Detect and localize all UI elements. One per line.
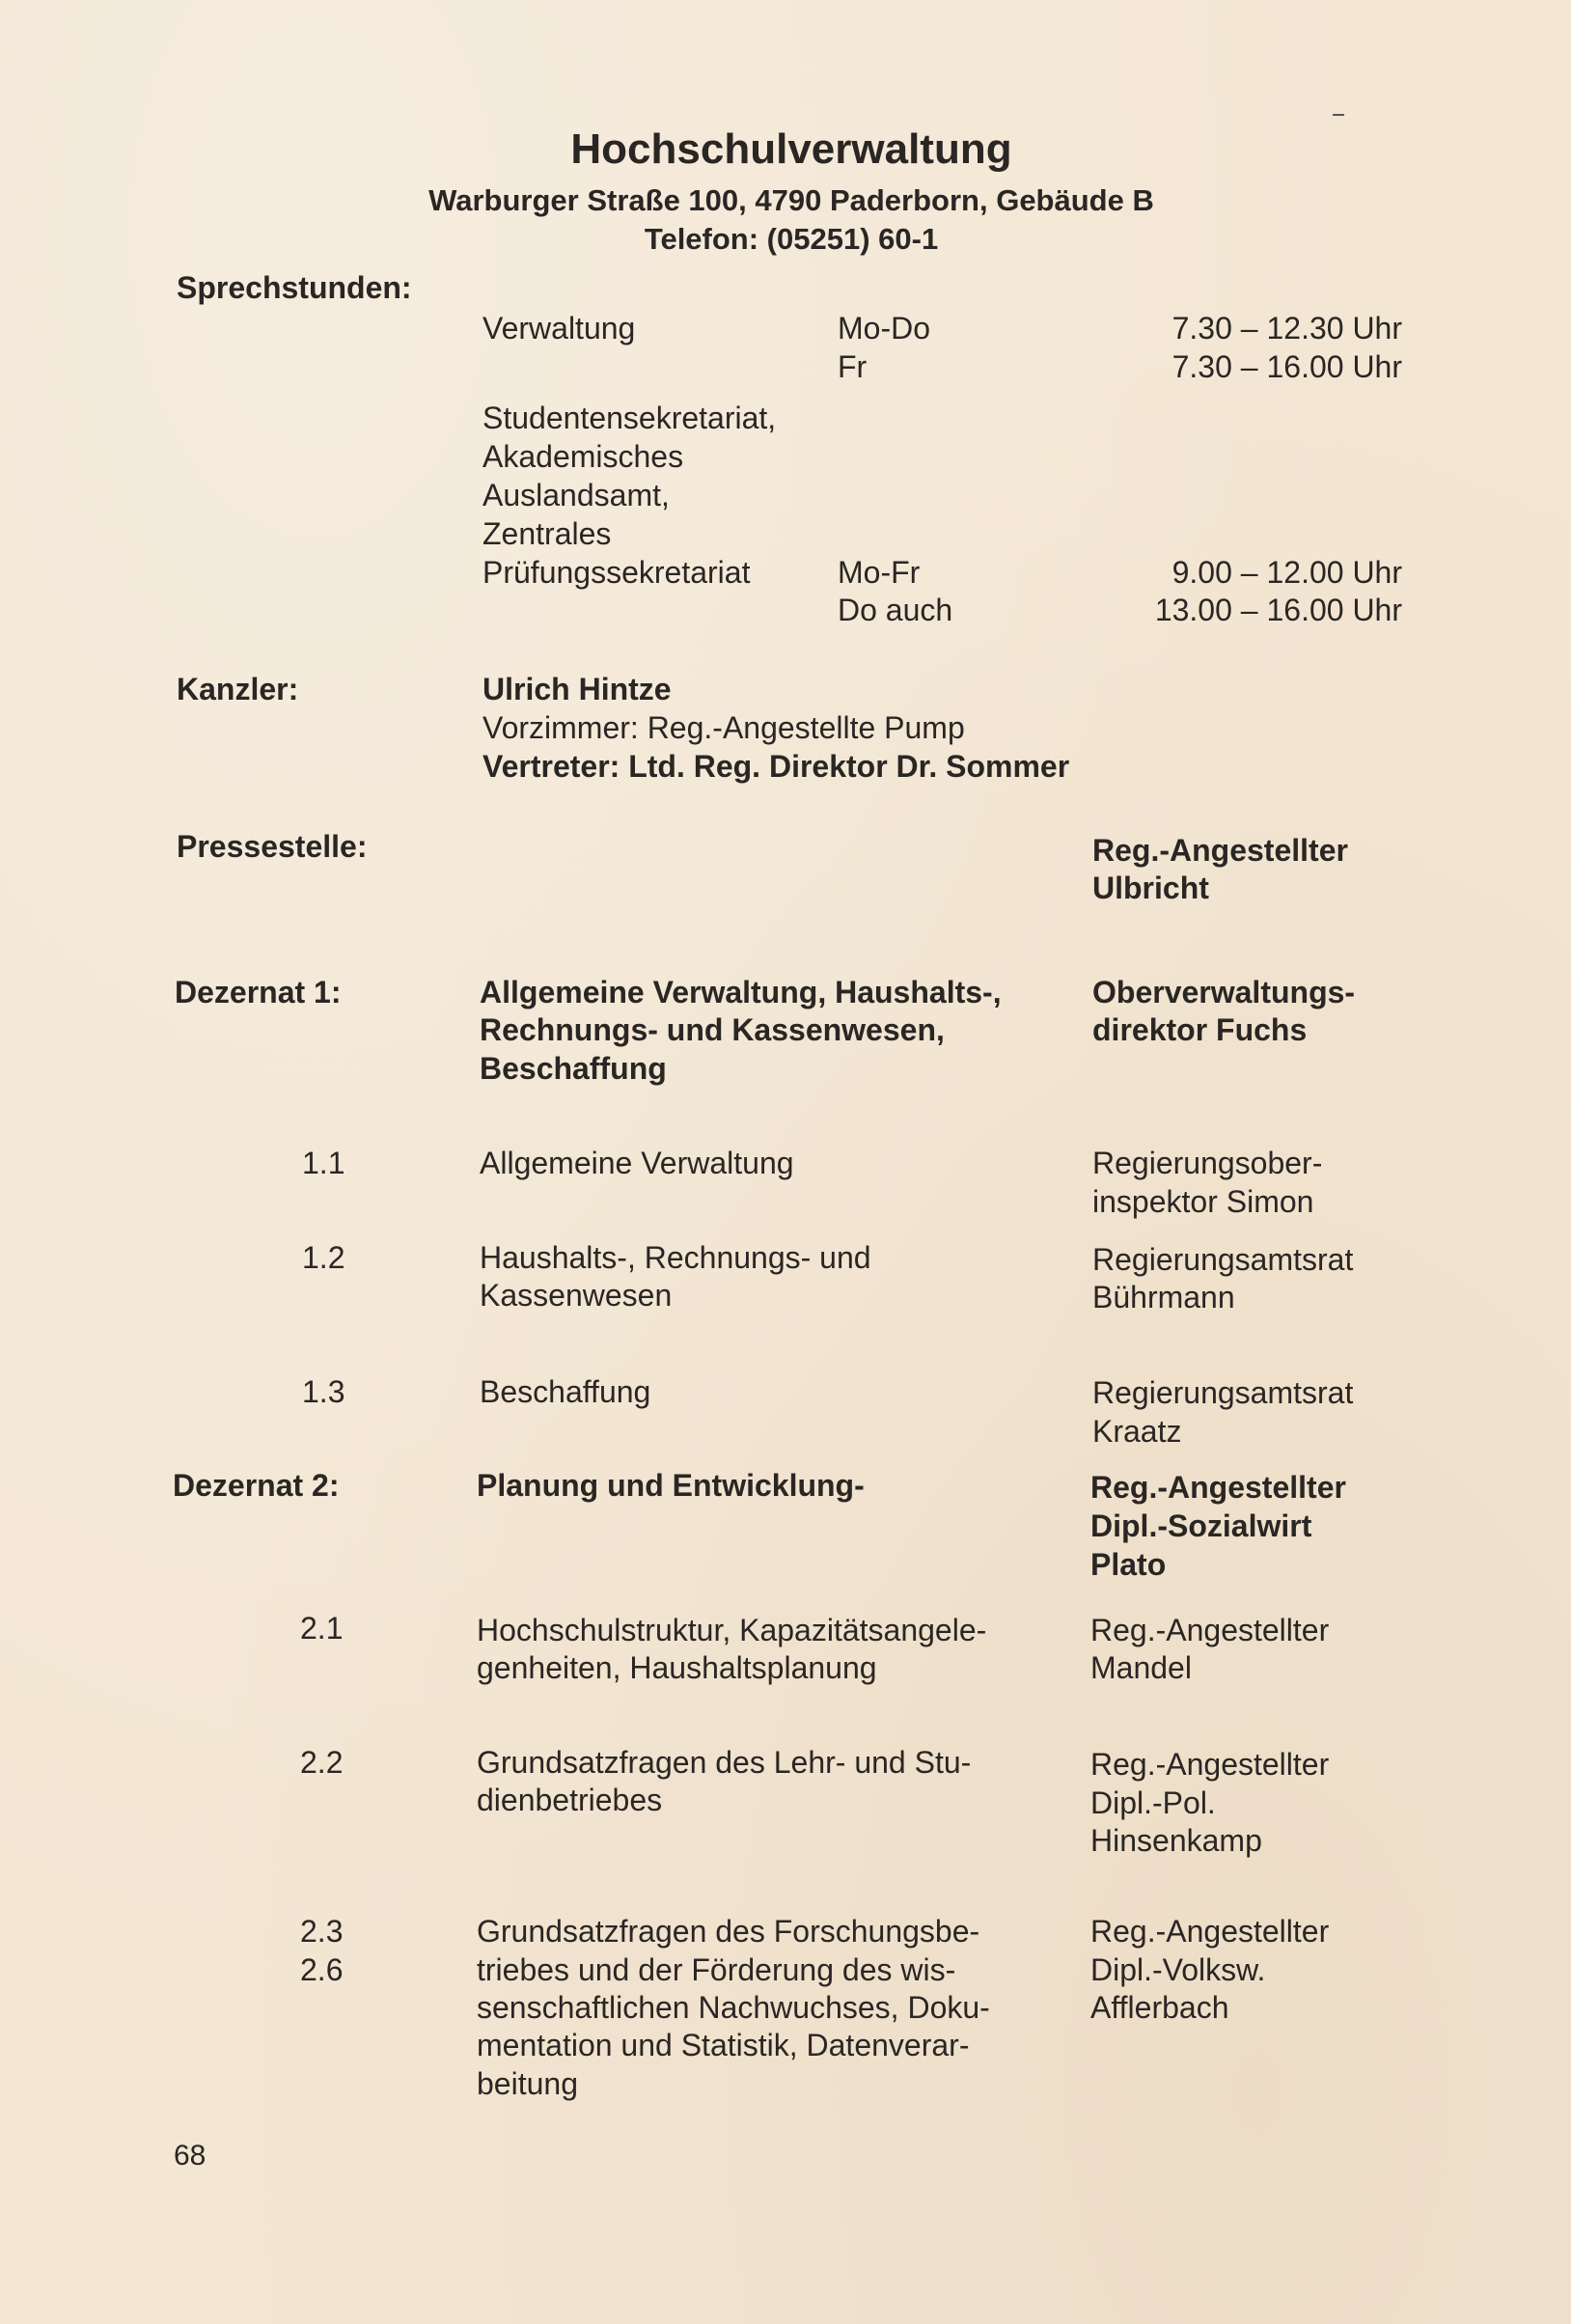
dezernat1-label: Dezernat 1: <box>175 975 342 1010</box>
item-2-3-desc-5: beitung <box>477 2066 578 2101</box>
dezernat1-title-2: Rechnungs- und Kassenwesen, <box>480 1012 945 1047</box>
item-2-2-desc-1: Grundsatzfragen des Lehr- und Stu- <box>477 1745 972 1780</box>
item-2-1-desc-1: Hochschulstruktur, Kapazitätsangele- <box>477 1613 987 1647</box>
sprechstunden-label: Sprechstunden: <box>177 270 412 305</box>
sekretariat-line-3: Auslandsamt, <box>482 478 670 512</box>
item-2-3-desc-2: triebes und der Förderung des wis- <box>477 1952 956 1987</box>
dezernat1-person-1: Oberverwaltungs- <box>1092 975 1356 1010</box>
dezernat2-person-2: Dipl.-Sozialwirt <box>1090 1508 1312 1543</box>
sekretariat-line-2: Akademisches <box>482 439 684 474</box>
sekretariat-line-5: Prüfungssekretariat <box>482 555 751 590</box>
dezernat1-title-1: Allgemeine Verwaltung, Haushalts-, <box>480 975 1002 1010</box>
item-1-1-desc-1: Allgemeine Verwaltung <box>480 1146 794 1180</box>
item-1-3-number: 1.3 <box>302 1374 345 1409</box>
dezernat1-title-3: Beschaffung <box>480 1051 667 1086</box>
kanzler-name: Ulrich Hintze <box>482 672 672 706</box>
item-1-1-number: 1.1 <box>302 1146 345 1180</box>
pressestelle-person-2: Ulbricht <box>1092 871 1209 905</box>
kanzler-label: Kanzler: <box>177 672 299 706</box>
dezernat2-person-1: Reg.-Angestellter <box>1090 1470 1346 1505</box>
sekretariat-line-1: Studentensekretariat, <box>482 401 777 435</box>
page-title: Hochschulverwaltung <box>570 125 1012 173</box>
item-2-2-desc-2: dienbetriebes <box>477 1783 663 1817</box>
phone-line: Telefon: (05251) 60-1 <box>644 222 939 256</box>
item-2-1-number: 2.1 <box>300 1611 344 1646</box>
item-2-3-number: 2.3 <box>300 1914 344 1949</box>
dezernat2-person-3: Plato <box>1090 1547 1167 1582</box>
item-1-2-number: 1.2 <box>302 1240 345 1275</box>
verwaltung-time-2: 7.30 – 16.00 Uhr <box>1171 349 1402 384</box>
dezernat2-label: Dezernat 2: <box>173 1468 340 1503</box>
address-line: Warburger Straße 100, 4790 Paderborn, Gebäude B <box>428 183 1154 217</box>
item-2-6-number: 2.6 <box>300 1952 344 1987</box>
item-1-2-person-1: Regierungsamtsrat <box>1092 1242 1354 1277</box>
item-1-1-person-2: inspektor Simon <box>1092 1184 1314 1219</box>
kanzler-vertreter: Vertreter: Ltd. Reg. Direktor Dr. Sommer <box>482 749 1070 784</box>
item-1-2-desc-2: Kassenwesen <box>480 1278 673 1313</box>
stray-mark <box>1333 114 1344 116</box>
item-2-1-desc-2: genheiten, Haushaltsplanung <box>477 1650 877 1685</box>
item-2-1-person-2: Mandel <box>1090 1650 1192 1685</box>
item-2-3-person-3: Afflerbach <box>1090 1990 1229 2025</box>
pressestelle-label: Pressestelle: <box>177 829 368 864</box>
item-1-3-person-2: Kraatz <box>1092 1414 1182 1449</box>
item-2-3-desc-1: Grundsatzfragen des Forschungsbe- <box>477 1914 980 1949</box>
dezernat2-title-1: Planung und Entwicklung- <box>477 1468 865 1503</box>
item-2-3-person-1: Reg.-Angestellter <box>1090 1914 1330 1949</box>
page-number: 68 <box>174 2140 207 2172</box>
item-2-3-person-2: Dipl.-Volksw. <box>1090 1952 1266 1987</box>
verwaltung-time-1: 7.30 – 12.30 Uhr <box>1171 311 1402 346</box>
sekretariat-line-4: Zentrales <box>482 516 612 551</box>
verwaltung-days-2: Fr <box>838 349 868 384</box>
item-2-2-number: 2.2 <box>300 1745 344 1780</box>
pressestelle-person-1: Reg.-Angestellter <box>1092 833 1348 868</box>
item-1-1-person-1: Regierungsober- <box>1092 1146 1323 1180</box>
sekretariat-days-2: Do auch <box>838 593 953 627</box>
kanzler-vorzimmer: Vorzimmer: Reg.-Angestellte Pump <box>482 710 965 745</box>
item-1-2-person-2: Bührmann <box>1092 1280 1235 1314</box>
item-2-3-desc-3: senschaftlichen Nachwuchses, Doku- <box>477 1990 990 2025</box>
sekretariat-days-1: Mo-Fr <box>838 555 921 590</box>
sekretariat-time-1: 9.00 – 12.00 Uhr <box>1171 555 1402 590</box>
item-2-2-person-1: Reg.-Angestellter <box>1090 1747 1330 1782</box>
item-2-1-person-1: Reg.-Angestellter <box>1090 1613 1330 1647</box>
dezernat1-person-2: direktor Fuchs <box>1092 1012 1308 1047</box>
item-2-2-person-2: Dipl.-Pol. <box>1090 1785 1216 1820</box>
item-1-3-person-1: Regierungsamtsrat <box>1092 1375 1354 1410</box>
item-1-2-desc-1: Haushalts-, Rechnungs- und <box>480 1240 871 1275</box>
verwaltung-days-1: Mo-Do <box>838 311 931 346</box>
verwaltung-label: Verwaltung <box>482 311 636 346</box>
sekretariat-time-2: 13.00 – 16.00 Uhr <box>1154 593 1402 627</box>
item-1-3-desc-1: Beschaffung <box>480 1374 651 1409</box>
item-2-3-desc-4: mentation und Statistik, Datenverar- <box>477 2028 970 2062</box>
item-2-2-person-3: Hinsenkamp <box>1090 1823 1262 1858</box>
